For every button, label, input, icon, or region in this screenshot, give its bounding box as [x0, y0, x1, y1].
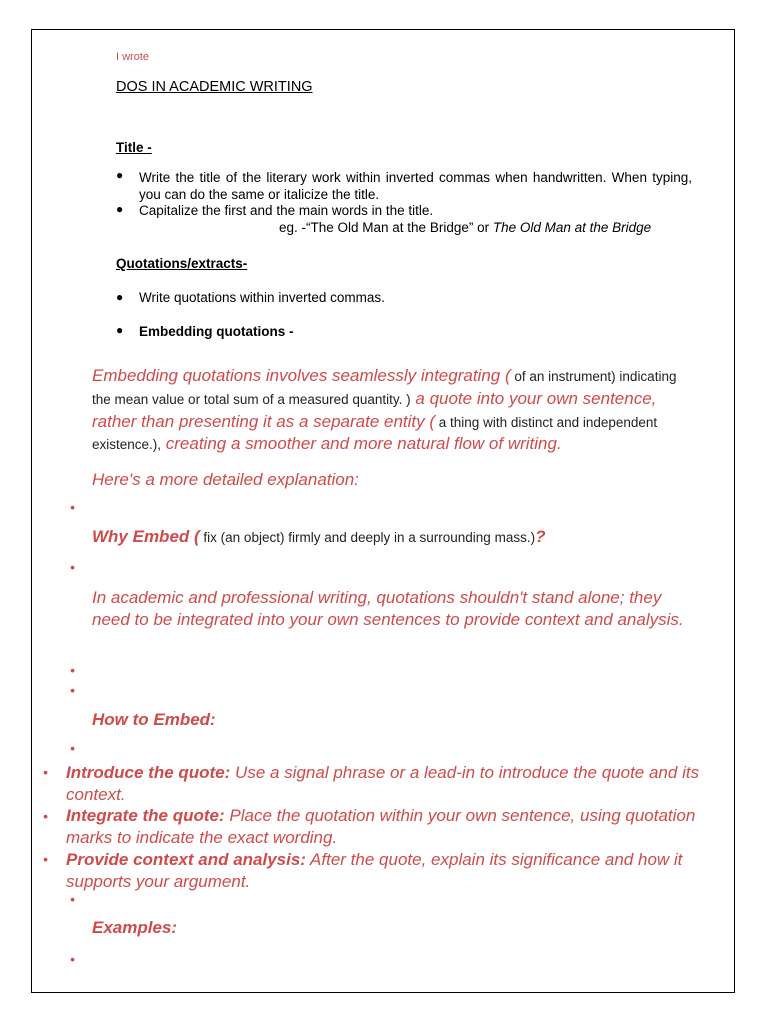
how-to-embed-heading: How to Embed: — [92, 710, 216, 729]
embedding-paragraph — [92, 365, 697, 456]
bullet-icon: ● — [116, 323, 124, 337]
why-definition: fix (an object) firmly and deeply in a surrounding mass.) — [199, 530, 536, 545]
why-label: Why Embed ( — [92, 527, 200, 546]
bullet-icon: • — [70, 740, 75, 756]
step-label: Introduce the quote: — [66, 763, 231, 782]
bullet-icon: • — [70, 951, 75, 967]
step-integrate — [66, 805, 702, 849]
para-part: Embedding quotations involves seamlessly integrating ( — [92, 366, 511, 385]
bullet-icon: • — [43, 764, 48, 780]
examples-heading: Examples: — [92, 918, 178, 937]
academic-paragraph: In academic and professional writing, quotations shouldn't stand alone; they need to be integrated into your own sentences to provide context and analysis. — [92, 588, 684, 629]
step-text: Use a signal phrase or a lead-in to introduce the quote and its context. — [66, 763, 700, 804]
para-definition: a thing with distinct and independent existence.), — [92, 414, 658, 453]
bullet-icon: • — [70, 499, 75, 515]
quotations-bullet-2: Embedding quotations - — [139, 324, 294, 339]
detail-intro: Here's a more detailed explanation: — [92, 470, 359, 489]
bullet-icon: ● — [116, 290, 124, 304]
bullet-icon: • — [70, 662, 75, 678]
bullet-icon: • — [43, 808, 48, 824]
para-part: creating a smoother and more natural flow of writing. — [161, 434, 562, 454]
example-italic-title: The Old Man at the Bridge — [492, 220, 652, 235]
title-example — [279, 220, 651, 235]
para-definition: of an instrument) indicating the mean value or total sum of a measured quantity. ) — [92, 369, 677, 407]
bullet-icon: • — [70, 559, 75, 575]
step-context — [66, 849, 702, 893]
example-prefix: eg. -“The Old Man at the Bridge” or — [279, 220, 493, 235]
step-label: Provide context and analysis: — [66, 850, 306, 869]
why-question-mark: ? — [535, 527, 546, 546]
handwritten-note: I wrote — [116, 51, 150, 63]
step-label: Integrate the quote: — [66, 806, 225, 825]
section-heading-title: Title - — [116, 140, 152, 155]
step-text: After the quote, explain its significance and how it supports your argument. — [66, 850, 683, 891]
bullet-icon: • — [70, 891, 75, 907]
document-title: DOS IN ACADEMIC WRITING — [116, 79, 313, 95]
bullet-icon: ● — [116, 168, 124, 182]
bullet-icon: ● — [116, 202, 124, 216]
why-embed-heading — [92, 527, 545, 547]
bullet-icon: • — [43, 851, 48, 867]
title-bullet-2: Capitalize the first and the main words in the title. — [139, 203, 434, 218]
para-part: a quote into your own sentence, rather than presenting it as a separate entity ( — [92, 388, 657, 431]
title-bullet-1: Write the title of the literary work within inverted commas when handwritten. When typing, you can do the same or italicize the title. — [139, 170, 692, 202]
bullet-icon: • — [70, 682, 75, 698]
quotations-bullet-1: Write quotations within inverted commas. — [139, 290, 385, 305]
step-text: Place the quotation within your own sentence, using quotation marks to indicate the exact wording. — [66, 806, 696, 847]
step-introduce — [66, 762, 702, 806]
section-heading-quotations: Quotations/extracts- — [116, 256, 248, 271]
